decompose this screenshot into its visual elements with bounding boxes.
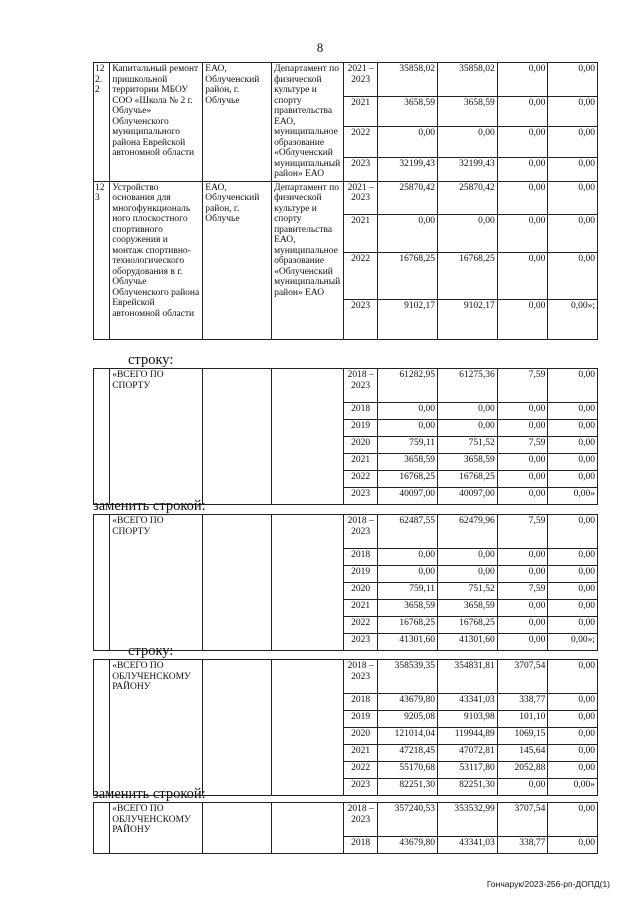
value-regional: 0,00 [438, 549, 498, 566]
value-total: 16768,25 [378, 471, 438, 488]
value-regional: 16768,25 [438, 252, 498, 299]
value-regional: 25870,42 [438, 181, 498, 214]
value-regional: 353532,99 [438, 803, 498, 837]
value-other: 0,00 [548, 181, 598, 214]
value-total: 0,00 [378, 127, 438, 157]
value-other: 0,00 [548, 252, 598, 299]
value-local: 0,00 [497, 299, 548, 339]
value-total: 62487,55 [378, 515, 438, 549]
value-other: 0,00 [548, 454, 598, 471]
year-cell: 2023 [343, 779, 377, 796]
value-total: 3658,59 [378, 600, 438, 617]
year-cell: 2021 – 2023 [343, 181, 377, 214]
value-total: 0,00 [378, 566, 438, 583]
total-label: «ВСЕГО ПО СПОРТУ [110, 515, 203, 651]
value-other: 0,00 [548, 660, 598, 694]
year-cell: 2019 [343, 711, 377, 728]
value-other: 0,00 [548, 63, 598, 97]
value-regional: 43341,03 [438, 694, 498, 711]
value-other: 0,00 [548, 471, 598, 488]
empty-cell [94, 515, 110, 651]
year-cell: 2021 [343, 454, 377, 471]
value-total: 82251,30 [378, 779, 438, 796]
value-local: 145,64 [497, 745, 548, 762]
value-total: 35858,02 [378, 63, 438, 97]
value-total: 9102,17 [378, 299, 438, 339]
empty-cell [203, 803, 272, 854]
year-cell: 2018 [343, 403, 377, 420]
year-cell: 2022 [343, 762, 377, 779]
empty-cell [94, 803, 110, 854]
empty-cell [272, 515, 344, 651]
value-local: 0,00 [497, 420, 548, 437]
value-total: 3658,59 [378, 454, 438, 471]
year-cell: 2022 [343, 252, 377, 299]
value-regional: 3658,59 [438, 454, 498, 471]
year-cell: 2022 [343, 471, 377, 488]
value-regional: 119944,89 [438, 728, 498, 745]
value-total: 759,11 [378, 437, 438, 454]
item-location: ЕАО, Облученский район, г. Облучье [203, 181, 272, 339]
year-cell: 2018 [343, 549, 377, 566]
value-total: 43679,80 [378, 837, 438, 854]
value-local: 0,00 [497, 488, 548, 505]
value-total: 32199,43 [378, 157, 438, 181]
value-local: 3707,54 [497, 660, 548, 694]
value-total: 61282,95 [378, 369, 438, 403]
table-row [94, 660, 598, 694]
value-regional: 53117,80 [438, 762, 498, 779]
value-local: 0,00 [497, 549, 548, 566]
value-regional: 16768,25 [438, 471, 498, 488]
value-local: 0,00 [497, 157, 548, 181]
value-local: 3707,54 [497, 803, 548, 837]
total-sport-old-table [93, 368, 598, 505]
empty-cell [272, 660, 344, 796]
value-other: 0,00 [548, 420, 598, 437]
table-row [94, 369, 598, 403]
value-regional: 43341,03 [438, 837, 498, 854]
value-total: 16768,25 [378, 252, 438, 299]
value-local: 0,00 [497, 97, 548, 127]
value-regional: 751,52 [438, 583, 498, 600]
item-executor: Департамент по физической культуре и спорту правительства ЕАО, муниципальное образование «Облученский муниципальный район» ЕАО [272, 181, 344, 339]
value-total: 43679,80 [378, 694, 438, 711]
value-local: 0,00 [497, 600, 548, 617]
value-local: 0,00 [497, 252, 548, 299]
year-cell: 2020 [343, 437, 377, 454]
value-local: 0,00 [497, 63, 548, 97]
value-regional: 62479,96 [438, 515, 498, 549]
table-row [94, 803, 598, 837]
value-total: 40097,00 [378, 488, 438, 505]
empty-cell [203, 369, 272, 505]
value-other: 0,00 [548, 515, 598, 549]
item-number: 12 3 [94, 181, 110, 339]
total-label: «ВСЕГО ПО СПОРТУ [110, 369, 203, 505]
item-location: ЕАО, Облученский район, г. Облучье [203, 63, 272, 182]
value-other: 0,00 [548, 157, 598, 181]
program-table [93, 62, 598, 340]
value-regional: 47072,81 [438, 745, 498, 762]
value-total: 0,00 [378, 549, 438, 566]
value-other: 0,00 [548, 837, 598, 854]
value-other: 0,00 [548, 369, 598, 403]
item-executor: Департамент по физической культуре и спорту правительства ЕАО, муниципальное образование «Облученский муниципальный район» ЕАО [272, 63, 344, 182]
value-other: 0,00 [548, 97, 598, 127]
value-local: 338,77 [497, 837, 548, 854]
value-local: 0,00 [497, 127, 548, 157]
value-total: 121014,04 [378, 728, 438, 745]
year-cell: 2023 [343, 299, 377, 339]
value-other: 0,00»; [548, 299, 598, 339]
value-regional: 0,00 [438, 566, 498, 583]
year-cell: 2021 [343, 214, 377, 252]
table-row [94, 515, 598, 549]
empty-cell [272, 369, 344, 505]
empty-cell [203, 660, 272, 796]
value-local: 0,00 [497, 471, 548, 488]
value-local: 7,59 [497, 369, 548, 403]
value-other: 0,00 [548, 711, 598, 728]
value-other: 0,00 [548, 728, 598, 745]
value-total: 759,11 [378, 583, 438, 600]
value-local: 101,10 [497, 711, 548, 728]
value-other: 0,00 [548, 583, 598, 600]
value-regional: 41301,60 [438, 634, 498, 651]
empty-cell [272, 803, 344, 854]
value-total: 358539,35 [378, 660, 438, 694]
value-regional: 0,00 [438, 403, 498, 420]
page-number: 8 [316, 40, 324, 55]
value-other: 0,00 [548, 762, 598, 779]
item-name: Капитальный ремонт пришкольной территории МБОУ СОО «Школа № 2 г. Облучье» Облученского муниципального района Еврейской автономной области [110, 63, 203, 182]
value-other: 0,00 [548, 566, 598, 583]
year-cell: 2021 – 2023 [343, 63, 377, 97]
value-regional: 3658,59 [438, 600, 498, 617]
total-sport-new-table [93, 514, 598, 651]
year-cell: 2018 [343, 837, 377, 854]
value-other: 0,00» [548, 779, 598, 796]
value-total: 41301,60 [378, 634, 438, 651]
value-total: 47218,45 [378, 745, 438, 762]
value-other: 0,00»; [548, 634, 598, 651]
value-local: 0,00 [497, 454, 548, 471]
value-total: 0,00 [378, 403, 438, 420]
value-local: 7,59 [497, 437, 548, 454]
value-other: 0,00 [548, 549, 598, 566]
value-local: 0,00 [497, 779, 548, 796]
value-total: 0,00 [378, 420, 438, 437]
year-cell: 2018 – 2023 [343, 515, 377, 549]
year-cell: 2018 – 2023 [343, 803, 377, 837]
value-regional: 354831,81 [438, 660, 498, 694]
value-other: 0,00 [548, 617, 598, 634]
value-other: 0,00 [548, 214, 598, 252]
total-label: «ВСЕГО ПО ОБЛУЧЕНСКОМУ РАЙОНУ [110, 803, 203, 854]
value-regional: 0,00 [438, 127, 498, 157]
value-regional: 0,00 [438, 214, 498, 252]
value-other: 0,00» [548, 488, 598, 505]
value-local: 0,00 [497, 634, 548, 651]
year-cell: 2018 [343, 694, 377, 711]
value-local: 338,77 [497, 694, 548, 711]
value-local: 0,00 [497, 617, 548, 634]
year-cell: 2023 [343, 634, 377, 651]
value-local: 7,59 [497, 515, 548, 549]
total-district-new-table [93, 802, 598, 854]
value-local: 0,00 [497, 214, 548, 252]
value-regional: 751,52 [438, 437, 498, 454]
value-regional: 9103,98 [438, 711, 498, 728]
value-total: 55170,68 [378, 762, 438, 779]
empty-cell [94, 660, 110, 796]
table-row [94, 181, 598, 214]
value-other: 0,00 [548, 600, 598, 617]
value-local: 0,00 [497, 566, 548, 583]
item-name: Устройство основания для многофункциональ ного плоскостного спортивного сооружения и монтаж спортивно-технологического оборудования в г. Облучье Облученского района Еврейской автономной области [110, 181, 203, 339]
value-total: 357240,53 [378, 803, 438, 837]
value-local: 7,59 [497, 583, 548, 600]
value-local: 0,00 [497, 181, 548, 214]
year-cell: 2023 [343, 488, 377, 505]
value-total: 16768,25 [378, 617, 438, 634]
value-regional: 61275,36 [438, 369, 498, 403]
item-number: 12 2. 2 [94, 63, 110, 182]
value-regional: 35858,02 [438, 63, 498, 97]
value-local: 0,00 [497, 403, 548, 420]
year-cell: 2018 – 2023 [343, 369, 377, 403]
value-regional: 32199,43 [438, 157, 498, 181]
value-regional: 40097,00 [438, 488, 498, 505]
value-regional: 0,00 [438, 420, 498, 437]
year-cell: 2019 [343, 420, 377, 437]
year-cell: 2020 [343, 583, 377, 600]
empty-cell [203, 515, 272, 651]
year-cell: 2022 [343, 617, 377, 634]
year-cell: 2020 [343, 728, 377, 745]
value-total: 0,00 [378, 214, 438, 252]
value-total: 9205,08 [378, 711, 438, 728]
total-district-old-table [93, 659, 598, 796]
value-regional: 3658,59 [438, 97, 498, 127]
caption-replace-with: заменить строкой: [93, 498, 206, 514]
year-cell: 2021 [343, 97, 377, 127]
document-footer: Гончарук/2023-256-рп-ДОПД(1) [486, 879, 610, 889]
caption-replace-row: строку: [128, 352, 174, 368]
value-other: 0,00 [548, 403, 598, 420]
year-cell: 2021 [343, 600, 377, 617]
value-other: 0,00 [548, 803, 598, 837]
value-total: 3658,59 [378, 97, 438, 127]
value-local: 2052,88 [497, 762, 548, 779]
value-regional: 82251,30 [438, 779, 498, 796]
value-other: 0,00 [548, 694, 598, 711]
value-regional: 9102,17 [438, 299, 498, 339]
total-label: «ВСЕГО ПО ОБЛУЧЕНСКОМУ РАЙОНУ [110, 660, 203, 796]
year-cell: 2018 – 2023 [343, 660, 377, 694]
year-cell: 2023 [343, 157, 377, 181]
year-cell: 2022 [343, 127, 377, 157]
caption-replace-with: заменить строкой: [93, 786, 206, 802]
value-local: 1069,15 [497, 728, 548, 745]
value-other: 0,00 [548, 437, 598, 454]
year-cell: 2019 [343, 566, 377, 583]
value-regional: 16768,25 [438, 617, 498, 634]
year-cell: 2021 [343, 745, 377, 762]
value-other: 0,00 [548, 745, 598, 762]
value-other: 0,00 [548, 127, 598, 157]
value-total: 25870,42 [378, 181, 438, 214]
table-row [94, 63, 598, 97]
empty-cell [94, 369, 110, 505]
caption-replace-row: строку: [128, 643, 174, 659]
